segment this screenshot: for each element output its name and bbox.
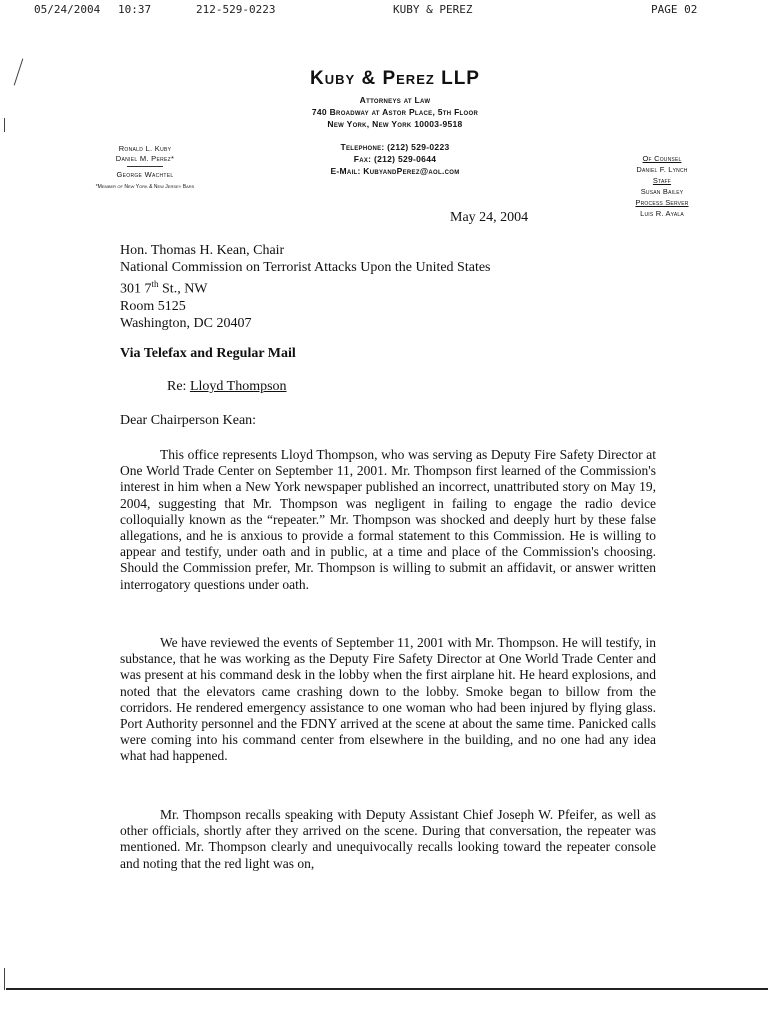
street-number: 301 7 <box>120 281 152 297</box>
firm-address-line-1: 740 Broadway at Astor Place, 5th Floor <box>311 107 479 117</box>
firm-address-line-2: New York, New York 10003-9518 <box>327 119 463 129</box>
letter-date: May 24, 2004 <box>450 210 529 225</box>
fax-sender: KUBY & PEREZ <box>393 3 473 16</box>
firm-contact <box>280 141 510 177</box>
partner-name: Daniel M. Perez* <box>115 154 175 163</box>
staff-name: Susan Bailey <box>640 187 684 196</box>
subject-line <box>167 379 287 395</box>
fax-phone: 212-529-0223 <box>196 3 276 16</box>
recipient-line: Room 5125 <box>120 298 186 314</box>
paragraph-text: This office represents Lloyd Thompson, who was serving as Deputy Fire Safety Director at One World Trade Center on September 11, 2001. Mr. Thompson first learned of the Commission's interest in him when a New York newspaper published an incorrect, unattributed story on May 19, 2004, suggesting that Mr. Thompson was negligent in failing to engage the radio device colloquially known as the “repeater.” Mr. Thompson was shocked and deeply hurt by these false allegations, and he is anxious to provide a formal statement to this Commission. He is willing to appear and testify, under oath and in public, at a time and place of the Commission's choosing. Should the Commission prefer, Mr. Thompson is willing to submit an affidavit, or answer written interrogatory questions under oath. <box>120 447 656 592</box>
paragraph-text: Mr. Thompson recalls speaking with Deputy Assistant Chief Joseph W. Pfeifer, as well as other officials, shortly after they arrived on the scene. During that conversation, the repeater was mentioned. Mr. Thompson clearly and unequivocally recalls looking toward the repeater console and noting that the red light was on, <box>120 807 656 871</box>
fax-date: 05/24/2004 <box>34 3 101 16</box>
partner-name: George Wachtel <box>116 170 174 179</box>
body-paragraph <box>120 807 656 872</box>
counsel-name: Daniel F. Lynch <box>636 165 688 174</box>
scan-mark <box>4 968 5 990</box>
fax-header <box>0 3 768 19</box>
partner-list <box>60 144 230 192</box>
delivery-method: Via Telefax and Regular Mail <box>120 346 296 361</box>
page-bottom-rule <box>6 988 768 990</box>
firm-tagline: Attorneys at Law <box>359 95 431 105</box>
scan-mark <box>14 59 24 86</box>
recipient-line: Washington, DC 20407 <box>120 315 252 331</box>
re-subject: Lloyd Thompson <box>189 379 287 394</box>
letterhead <box>280 68 510 177</box>
body-paragraph <box>120 635 656 765</box>
counsel-heading: Of Counsel <box>642 154 682 163</box>
salutation: Dear Chairperson Kean: <box>120 413 257 428</box>
paragraph-text: We have reviewed the events of September 11, 2001 with Mr. Thompson. He will testify, in substance, that he was working as the Deputy Fire Safety Director at One World Trade Center and was present at his command desk in the lobby when the first airplane hit. He heard explosions, and noted that the elevators came crashing down to the lobby. Smoke began to billow from the corridors. He rendered emergency assistance to one woman who had been injured by flying glass. Port Authority personnel and the FDNY arrived at the scene at about the same time. Panicked calls were coming into his command center from elsewhere in the building, and no one had any idea what had happened. <box>120 635 656 764</box>
firm-telephone: Telephone: (212) 529-0223 <box>340 142 450 152</box>
recipient-line: Hon. Thomas H. Kean, Chair <box>120 243 285 258</box>
firm-fax: Fax: (212) 529-0644 <box>353 154 437 164</box>
re-label: Re: <box>167 379 187 394</box>
firm-name: Kuby & Perez LLP <box>310 68 480 89</box>
recipient-line: National Commission on Terrorist Attacks Upon the United States <box>120 260 491 275</box>
firm-email: E-Mail: KubyandPerez@aol.com <box>330 166 460 176</box>
body-paragraph <box>120 447 656 593</box>
recipient-address <box>120 242 491 332</box>
partner-name: Ronald L. Kuby <box>118 144 172 153</box>
process-server-name: Luis R. Ayala <box>640 209 684 218</box>
staff-list <box>614 153 710 219</box>
scan-mark <box>4 118 5 132</box>
bar-footnote: *Member of New York & New Jersey Bars <box>95 184 195 190</box>
fax-time: 10:37 <box>118 3 152 16</box>
recipient-line <box>120 276 491 298</box>
staff-heading: Staff <box>652 176 672 185</box>
fax-page-number: PAGE 02 <box>651 3 698 16</box>
process-server-heading: Process Server <box>635 198 689 207</box>
street-name: St., NW <box>158 281 208 297</box>
divider <box>127 166 163 167</box>
ordinal-suffix: th <box>151 279 159 289</box>
